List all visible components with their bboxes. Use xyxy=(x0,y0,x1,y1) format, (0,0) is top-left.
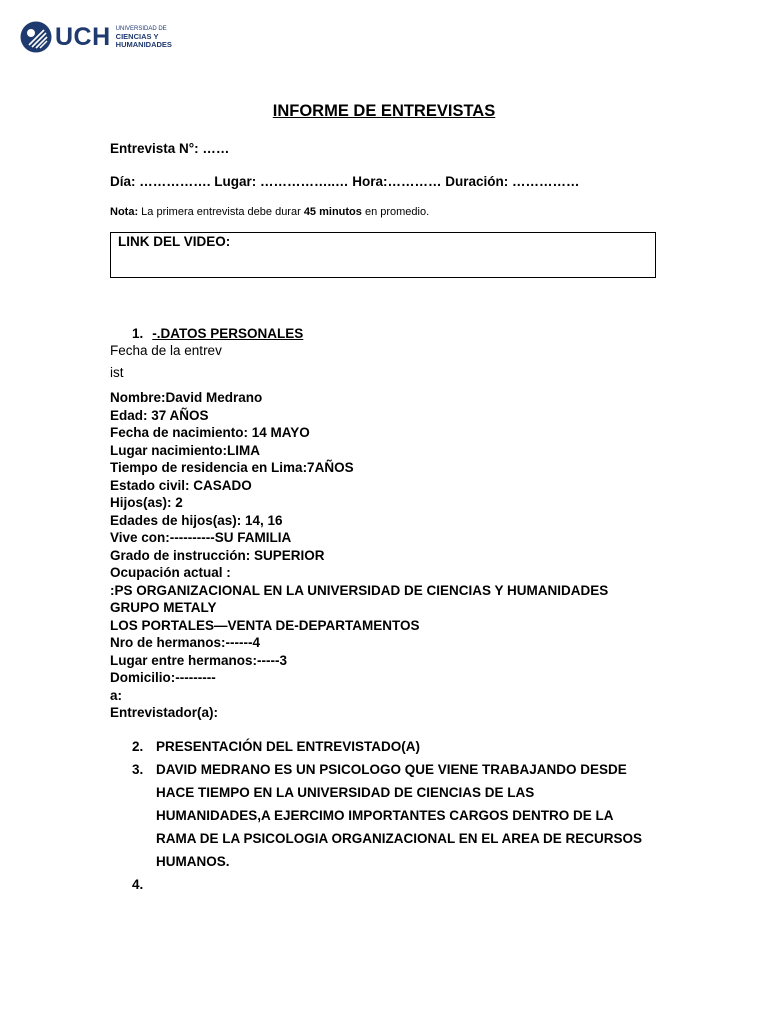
field-edades-hijos: Edades de hijos(as): 14, 16 xyxy=(110,512,283,528)
entrevista-number: Entrevista N°: …… xyxy=(110,141,230,156)
list-item xyxy=(132,758,652,873)
field-a: a: xyxy=(110,687,123,703)
note-label: Nota: xyxy=(110,206,139,218)
list-item-text xyxy=(156,873,652,896)
numbered-sections xyxy=(132,735,652,896)
note-line xyxy=(110,206,429,218)
list-item-number: 2. xyxy=(132,739,144,754)
field-grado-instruccion: Grado de instrucción: SUPERIOR xyxy=(110,547,325,563)
field-tiempo-residencia: Tiempo de residencia en Lima:7AÑOS xyxy=(110,460,354,475)
fecha-entrevista-line-2: ist xyxy=(110,365,124,380)
field-domicilio: Domicilio:--------- xyxy=(110,670,216,685)
field-ocupacion-detail-2: GRUPO METALY xyxy=(110,600,217,615)
section-1-number: 1. xyxy=(132,326,144,341)
personal-data-fields xyxy=(110,389,608,722)
field-fecha-nacimiento: Fecha de nacimiento: 14 MAYO xyxy=(110,425,310,440)
date-place-time-line: Día: ……………. Lugar: ……………..… Hora:………… Duración: …………… xyxy=(110,174,580,189)
note-text-1: La primera entrevista debe durar xyxy=(138,206,304,218)
document-title: INFORME DE ENTREVISTAS xyxy=(272,102,496,120)
uch-emblem-icon xyxy=(20,21,52,53)
logo-brand: UCH xyxy=(55,22,111,51)
field-ocupacion-detail-3: LOS PORTALES—VENTA DE-DEPARTAMENTOS xyxy=(110,617,420,633)
field-lugar-hermanos: Lugar entre hermanos:-----3 xyxy=(110,652,288,668)
note-bold: 45 minutos xyxy=(303,206,362,218)
field-ocupacion: Ocupación actual : xyxy=(110,565,231,580)
list-item-number: 4. xyxy=(132,877,144,892)
field-lugar-nacimiento: Lugar nacimiento:LIMA xyxy=(110,442,261,458)
list-item xyxy=(132,873,652,896)
video-link-label: LINK DEL VIDEO: xyxy=(118,234,231,249)
logo-line2: CIENCIAS Y xyxy=(115,31,159,41)
field-edad: Edad: 37 AÑOS xyxy=(110,407,209,423)
section-1-label: -.DATOS PERSONALES xyxy=(152,326,304,341)
list-item xyxy=(132,735,652,758)
list-item-number: 3. xyxy=(132,762,144,777)
fecha-entrevista-line-1: Fecha de la entrev xyxy=(110,343,222,358)
field-entrevistador: Entrevistador(a): xyxy=(110,705,219,720)
field-hijos: Hijos(as): 2 xyxy=(110,495,183,510)
logo-line3: HUMANIDADES xyxy=(115,40,172,50)
field-ocupacion-detail-1: :PS ORGANIZACIONAL EN LA UNIVERSIDAD DE CIENCIAS Y HUMANIDADES xyxy=(110,582,609,598)
video-link-box xyxy=(110,232,656,278)
field-estado-civil: Estado civil: CASADO xyxy=(110,477,252,493)
logo-line1: UNIVERSIDAD DE xyxy=(115,25,167,32)
note-text-2: en promedio. xyxy=(361,206,430,218)
logo-subtitle xyxy=(116,25,172,50)
list-item-text: DAVID MEDRANO ES UN PSICOLOGO QUE VIENE TRABAJANDO DESDE HACE TIEMPO EN LA UNIVERSIDAD DE CIENCIAS DE LAS HUMANIDADES,A EJERCIMO IMPORTANTES CARGOS DENTRO DE LA RAMA DE LA PSICOLOGIA ORGANIZACIONAL EN EL AREA DE RECURSOS HUMANOS. xyxy=(156,762,643,869)
uch-logo xyxy=(20,20,172,54)
section-datos-personales xyxy=(132,326,303,341)
field-vive-con: Vive con:----------SU FAMILIA xyxy=(110,530,292,545)
field-nro-hermanos: Nro de hermanos:------4 xyxy=(110,635,261,650)
field-nombre: Nombre:David Medrano xyxy=(110,390,263,405)
list-item-text: PRESENTACIÓN DEL ENTREVISTADO(A) xyxy=(156,739,421,754)
